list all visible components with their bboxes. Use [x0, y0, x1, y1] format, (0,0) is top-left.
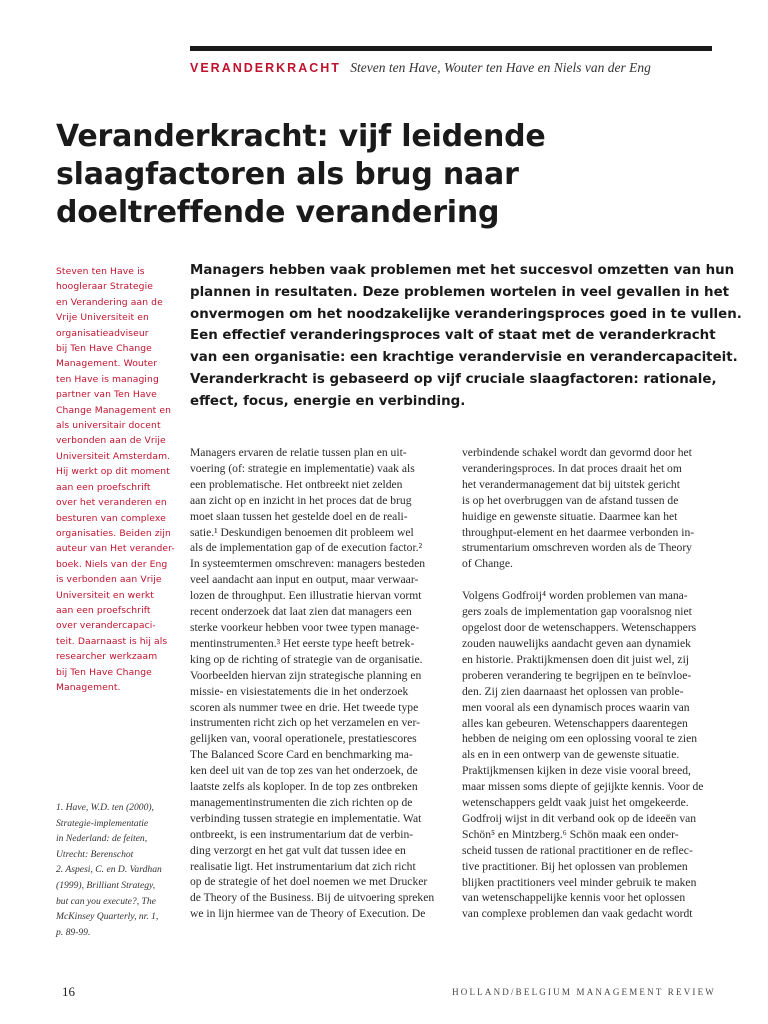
body-line: Voorbeelden hiervan zijn strategische planning en [190, 668, 422, 682]
body-line: we in lijn hiermee van de Theory of Execution. De [190, 907, 426, 921]
bio-line: Management. Wouter [56, 358, 158, 370]
body-line: zouden nauwelijks aandacht geven aan dynamiek [462, 636, 691, 650]
bio-line: als universitair docent [56, 420, 161, 432]
body-line: moet slaan tussen het gestelde doel en de reali- [190, 509, 408, 523]
bio-line: Universiteit en werkt [56, 589, 154, 601]
bio-line: Vrije Universiteit en [56, 312, 149, 324]
footnotes [56, 800, 178, 940]
body-column-right [462, 445, 720, 922]
body-line: proberen verandering te begrijpen en te beïnvloe- [462, 668, 692, 682]
footnote-line: 2. Aspesi, C. en D. Vardhan [56, 864, 162, 876]
body-line: In systeemtermen omschreven: managers besteden [190, 557, 426, 571]
body-line: Volgens Godfroij⁴ worden problemen van mana- [462, 589, 688, 603]
body-line: instrumenten richt zich op het verzamelen en ver- [190, 716, 420, 730]
body-line: lozen de throughput. Een illustratie hiervan vormt [190, 589, 422, 603]
bio-line: bij Ten Have Change [56, 666, 152, 678]
paragraph-gap [462, 572, 720, 588]
footnote-line: 1. Have, W.D. ten (2000), [56, 802, 154, 813]
lead-line: van een organisatie: een krachtige verandervisie en verandercapaciteit. [190, 350, 738, 366]
bio-line: organisatieadviseur [56, 327, 149, 339]
body-line: hebben de neiging om een oplossing vooral te zien [462, 732, 698, 746]
bio-line: Hij werkt op dit moment [56, 466, 170, 478]
lead-paragraph [190, 260, 742, 413]
page-number: 16 [62, 984, 75, 999]
bio-line: verbonden aan de Vrije [56, 435, 166, 447]
body-line: als de implementation gap of de execution factor.² [190, 541, 423, 555]
body-line: gelijken van, vooral operationele, prestatiescores [190, 732, 417, 746]
body-line: laatste zelfs als koploper. In de top zes ontbreken [190, 780, 418, 794]
body-line: blijken practitioners veel minder gebruik te maken [462, 875, 697, 889]
bio-line: Management. [56, 681, 121, 693]
footnote-line: (1999), Brilliant Strategy, [56, 879, 156, 891]
bio-line: researcher werkzaam [56, 651, 158, 663]
footnote-line: in Nederland: de feiten, [56, 833, 148, 845]
body-line: managementinstrumenten die zich richten op de [190, 795, 413, 809]
lead-line: onvermogen om het noodzakelijke veranderingsproces goed in te vullen. [190, 306, 742, 322]
body-line: en historie. Praktijkmensen doen dit juist wel, zij [462, 652, 690, 666]
section-rubric: VERANDERKRACHT [190, 61, 341, 75]
bio-line: hoogleraar Strategie [56, 281, 153, 293]
lead-line: Veranderkracht is gebaseerd op vijf cruciale slaagfactoren: rationale, [190, 371, 717, 387]
body-line: sterke voorkeur hebben voor twee typen manage- [190, 620, 420, 634]
bio-line: teit. Daarnaast is hij als [56, 635, 168, 647]
bio-line: aan een proefschrift [56, 481, 151, 493]
footnote-line: Utrecht: Berenschot [56, 848, 134, 860]
title-line: Veranderkracht: vijf leidende [56, 119, 546, 154]
body-line: van complexe problemen dan vaak gedacht wordt [462, 907, 693, 921]
lead-line: plannen in resultaten. Deze problemen wortelen in veel gevallen in het [190, 284, 730, 300]
lead-line: effect, focus, energie en verbinding. [190, 393, 466, 409]
body-line: als en in een ontwerp van de gewenste situatie. [462, 748, 680, 762]
bio-line: over het veranderen en [56, 497, 167, 509]
bio-line: partner van Ten Have [56, 389, 157, 401]
body-line: recent onderzoek dat laat zien dat managers een [190, 605, 412, 619]
body-line: op de strategie of het doel noemen we met Drucker [190, 875, 428, 889]
bio-line: Universiteit Amsterdam. [56, 450, 171, 462]
body-line: ontbreekt, is een instrumentarium dat de verbin- [190, 827, 414, 841]
author-bio [56, 264, 176, 695]
body-line: Managers ervaren de relatie tussen plan en uit- [190, 446, 407, 459]
bio-line: boek. Niels van der Eng [56, 558, 168, 570]
lead-line: Managers hebben vaak problemen met het succesvol omzetten van hun [190, 263, 735, 278]
bio-line: Change Management en [56, 404, 172, 416]
body-line: alles kan gebeuren. Wetenschappers daarentegen [462, 716, 688, 730]
bio-line: Steven ten Have is [56, 266, 145, 277]
footnote-line: Strategie-implementatie [56, 817, 149, 829]
body-line: king op de richting of strategie van de organisatie. [190, 652, 423, 666]
body-line: tive practitioner. Bij het oplossen van problemen [462, 859, 688, 873]
body-line: het verandermanagement dat bij uitstek gericht [462, 477, 680, 491]
footnote-line: McKinsey Quarterly, nr. 1, [56, 911, 159, 923]
journal-name: HOLLAND/BELGIUM MANAGEMENT REVIEW [452, 987, 716, 997]
body-line: realisatie ligt. Het instrumentarium dat zich richt [190, 859, 416, 873]
body-column-left [190, 445, 446, 922]
body-line: strumentarium omschreven worden als de Theory [462, 541, 692, 555]
bio-line: organisaties. Beiden zijn [56, 527, 171, 539]
body-line: wetenschappers geldt vaak juist het omgekeerde. [462, 796, 689, 810]
body-line: throughput-element en het daarmee verbonden in- [462, 525, 695, 539]
running-header [190, 60, 730, 76]
body-line: voering (of: strategie en implementatie) vaak als [190, 461, 415, 475]
title-line: slaagfactoren als brug naar [56, 157, 519, 192]
body-line: scoren als nummer twee en drie. Het tweede type [190, 700, 419, 714]
body-line: verbinding tussen strategie en implementatie. Wat [190, 811, 422, 825]
body-line: veranderingsproces. In dat proces draait het om [462, 461, 682, 475]
body-line: gers zoals de implementation gap vooralsnog niet [462, 605, 692, 619]
bio-line: bij Ten Have Change [56, 343, 152, 355]
lead-line: Een effectief veranderingsproces valt of staat met de veranderkracht [190, 328, 716, 344]
bio-line: over verandercapaci- [56, 620, 156, 632]
body-line: scheid tussen de rational practitioner en de reflec- [462, 843, 693, 857]
body-line: Schön⁵ en Mintzberg.⁶ Schön maak een onder- [462, 827, 679, 841]
body-line: ding verzorgt en het gat vult dat tussen idee en [190, 843, 406, 857]
body-line: is op het overbruggen van de afstand tussen de [462, 493, 679, 507]
body-line: mentinstrumenten.³ Het eerste type heeft betrek- [190, 636, 415, 650]
bio-line: besturen van complexe [56, 512, 166, 524]
body-line: opgelost door de wetenschappers. Wetenschappers [462, 621, 697, 635]
body-line: of Change. [462, 557, 513, 571]
body-line: verbindende schakel wordt dan gevormd door het [462, 446, 692, 459]
header-authors: Steven ten Have, Wouter ten Have en Niels van der Eng [350, 60, 651, 75]
body-line: Godfroij wijst in dit verband ook op de ideeën van [462, 811, 697, 825]
body-line: den. Zij zien daarnaast het oplossen van proble- [462, 684, 684, 698]
footnote-line: but can you execute?, The [56, 895, 156, 907]
body-line: satie.¹ Deskundigen benoemen dit probleem wel [190, 525, 414, 539]
bio-line: aan een proefschrift [56, 604, 151, 616]
bio-line: ten Have is managing [56, 373, 159, 385]
body-line: een problematische. Het ontbreekt niet zelden [190, 477, 403, 491]
footnote-line: p. 89-99. [56, 926, 91, 938]
body-line: huidige en gewenste situatie. Daarmee kan het [462, 509, 678, 523]
top-rule [190, 46, 712, 51]
body-line: The Balanced Score Card en benchmarking ma- [190, 748, 413, 762]
body-line: aan zicht op en inzicht in het proces dat de brug [190, 493, 412, 507]
title-line: doeltreffende verandering [56, 195, 500, 230]
body-line: de Theory of the Business. Bij de uitvoering spreken [190, 891, 435, 905]
body-line: missie- en visiestatements die in het onderzoek [190, 684, 409, 698]
bio-line: auteur van Het verander- [56, 543, 175, 555]
body-line: maar missen soms diepte of gejijkte kennis. Voor de [462, 780, 704, 794]
body-line: van wetenschappelijke kennis voor het oplossen [462, 891, 686, 905]
article-title [56, 118, 696, 232]
body-line: Praktijkmensen kijken in deze visie vooral breed, [462, 764, 691, 778]
body-line: men vooral als een dynamisch proces waarin van [462, 700, 690, 714]
bio-line: en Verandering aan de [56, 296, 163, 308]
body-line: ken deel uit van de top zes van het onderzoek, de [190, 764, 418, 778]
body-line: veel aandacht aan input en output, maar verwaar- [190, 573, 419, 587]
bio-line: is verbonden aan Vrije [56, 574, 162, 586]
